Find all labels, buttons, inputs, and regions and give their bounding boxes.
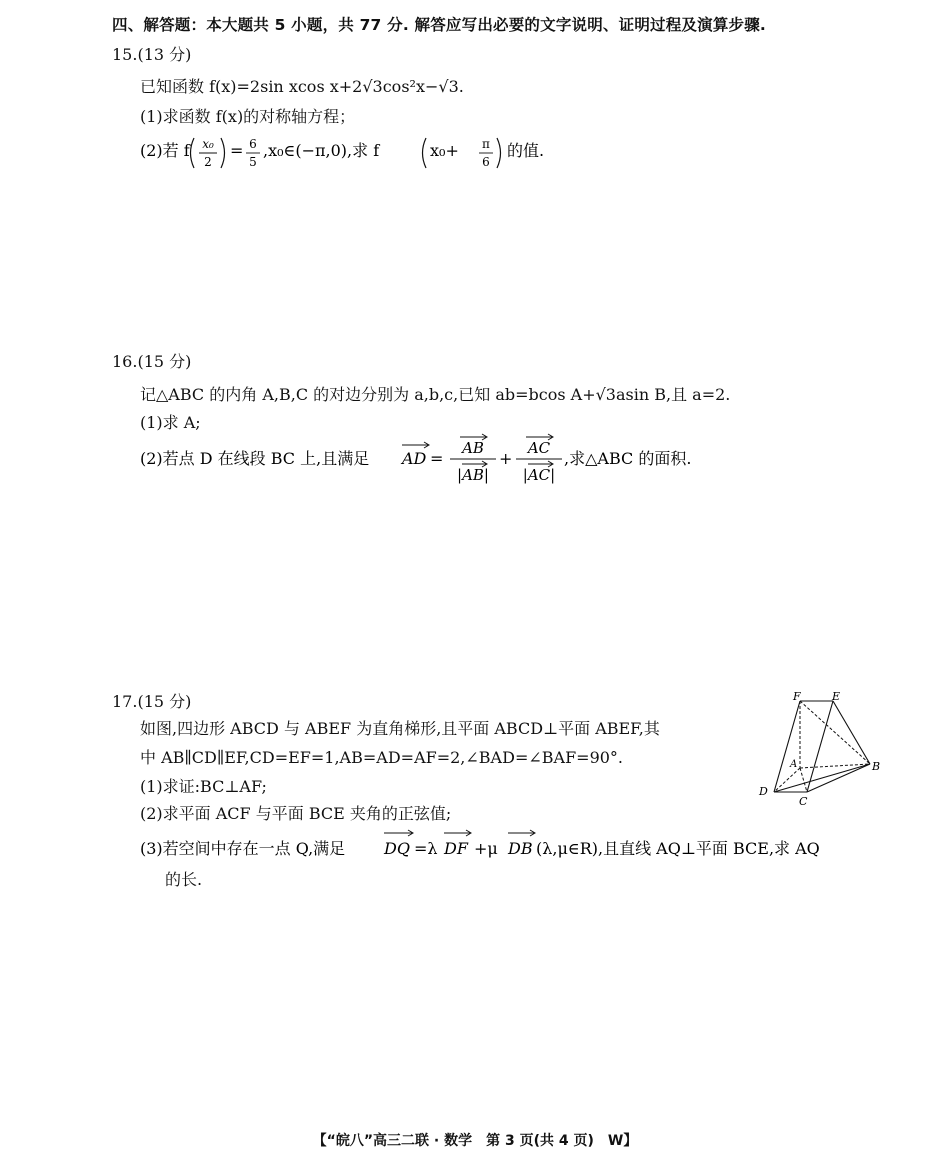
q17-part3-prefix: (3)若空间中存在一点 Q,满足 (140, 839, 346, 858)
q16-frac2-num: AC (527, 439, 551, 457)
q16-part2-prefix: (2)若点 D 在线段 BC 上,且满足 (140, 449, 370, 468)
q17-vec-db: DB (508, 839, 533, 858)
q17-part3-continued: 的长. (165, 870, 203, 889)
q15-line1: 已知函数 f(x)=2sin xcos x+2√3cos²x−√3. (140, 77, 464, 96)
q15-part2-suffix: 的值. (507, 141, 545, 160)
q15-frac1-den: 2 (204, 155, 212, 169)
q17-geometry-figure (755, 688, 890, 810)
q17-line2: 中 AB∥CD∥EF,CD=EF=1,AB=AD=AF=2,∠BAD=∠BAF=90°. (140, 748, 624, 767)
q16-line1: 记△ABC 的内角 A,B,C 的对边分别为 a,b,c,已知 ab=bcos A+√3asin B,且 a=2. (140, 385, 731, 404)
q15-part2-prefix: (2)若 f (140, 141, 190, 160)
fig-label-f: F (793, 690, 801, 703)
q16-vec-ad: AD (402, 449, 427, 468)
q17-part1: (1)求证:BC⊥AF; (140, 777, 267, 796)
q16-part2-formula (140, 432, 740, 486)
q15-arg: x₀+ (430, 141, 459, 160)
q16-part1: (1)求 A; (140, 413, 201, 432)
q17-part3-suffix: (λ,μ∈R),且直线 AQ⊥平面 BCE,求 AQ (536, 839, 820, 858)
q17-plus-mu: +μ (474, 839, 498, 858)
fig-label-a: A (790, 759, 798, 770)
fig-label-e: E (832, 690, 841, 703)
q16-eq: = (430, 449, 444, 468)
q17-number: 17.(15 分) (112, 692, 192, 711)
q16-number: 16.(15 分) (112, 352, 192, 371)
q17-part2: (2)求平面 ACF 与平面 BCE 夹角的正弦值; (140, 804, 452, 823)
page-footer: 【“皖八”高三二联 · 数学 第 3 页(共 4 页) W】 (312, 1133, 638, 1149)
q17-eq-lambda: =λ (414, 839, 438, 858)
q15-part2-formula (140, 132, 600, 174)
q17-vec-dq: DQ (384, 839, 410, 858)
q16-frac2-den: |AC| (522, 466, 556, 484)
q16-frac1-num: AB (462, 439, 484, 457)
q15-part2-mid: ,x₀∈(−π,0),求 f (263, 141, 380, 160)
q15-frac3-num: π (482, 137, 490, 151)
q16-plus: + (499, 449, 513, 468)
fig-label-b: B (872, 760, 881, 773)
q17-line1: 如图,四边形 ABCD 与 ABEF 为直角梯形,且平面 ABCD⊥平面 ABEF,其 (140, 719, 660, 738)
q16-part2-suffix: ,求△ABC 的面积. (564, 449, 692, 468)
fig-label-c: C (799, 795, 808, 808)
q15-frac1-num: x₀ (202, 137, 214, 151)
q15-part1: (1)求函数 f(x)的对称轴方程； (140, 107, 356, 126)
section-header: 四、解答题：本大题共 5 小题，共 77 分. 解答应写出必要的文字说明、证明过程及演算步骤. (112, 16, 767, 34)
q16-frac1-den: |AB| (457, 466, 489, 484)
q17-part3-formula (140, 826, 900, 860)
q15-frac3-den: 6 (482, 155, 490, 169)
q15-frac2-num: 6 (249, 137, 257, 151)
q15-number: 15.(13 分) (112, 45, 192, 64)
q17-vec-df: DF (444, 839, 468, 858)
q15-eq: = (230, 141, 244, 160)
q15-frac2-den: 5 (249, 155, 257, 169)
fig-label-d: D (759, 785, 768, 798)
